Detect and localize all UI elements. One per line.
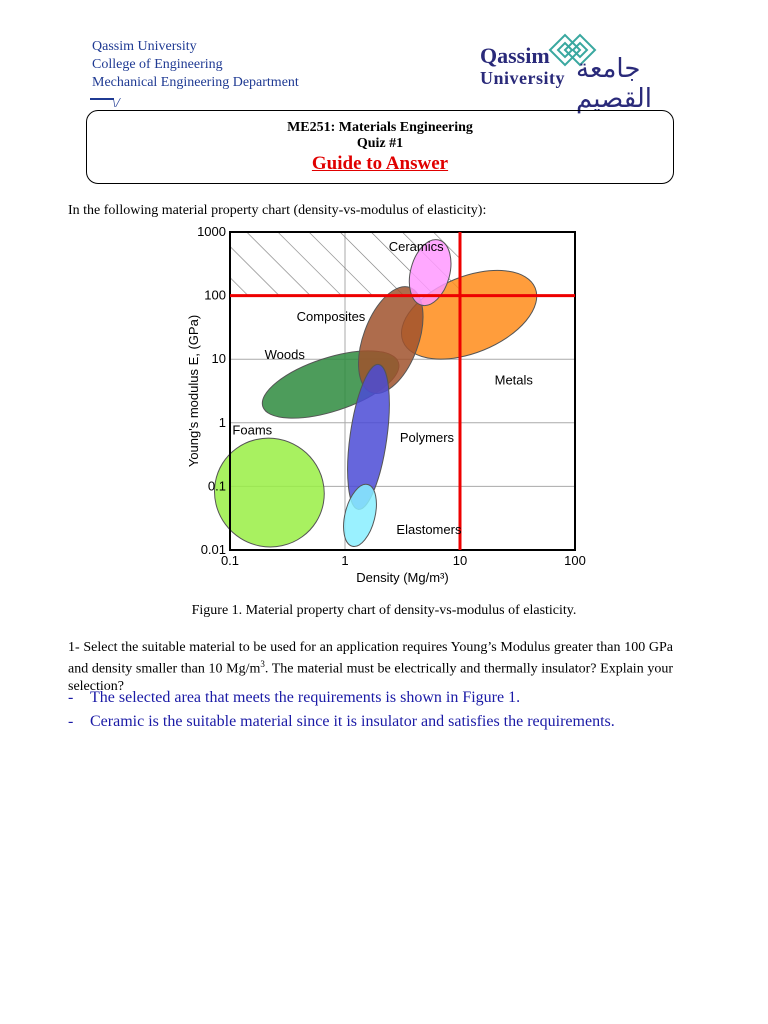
x-tick-label: 0.1 bbox=[220, 553, 240, 568]
qassim-university-logo bbox=[480, 30, 670, 114]
y-tick-label: 1000 bbox=[197, 224, 226, 239]
question-text-1: 1- Select the suitable material to be used for an application requires Young’s Modulus greater than 100 GPa and density smaller than 10 Mg/m bbox=[68, 640, 673, 677]
region-label-woods: Woods bbox=[264, 347, 305, 363]
y-axis-label: Young's modulus E, (GPa) bbox=[186, 314, 201, 468]
region-label-foams: Foams bbox=[232, 422, 273, 438]
y-tick-label: 10 bbox=[211, 351, 226, 367]
logo-text-arabic: جامعة القصيم bbox=[576, 54, 652, 114]
logo-text-university: University bbox=[480, 68, 565, 88]
answer-2 bbox=[68, 713, 615, 731]
question-superscript: 3 bbox=[260, 659, 265, 669]
header-mark: \/ bbox=[112, 96, 120, 111]
x-axis-label: Density (Mg/m³) bbox=[356, 570, 449, 585]
answer-marker: - bbox=[68, 689, 74, 706]
question-1 bbox=[68, 639, 673, 695]
region-label-ceramics: Ceramics bbox=[388, 239, 444, 255]
region-label-metals: Metals bbox=[494, 372, 533, 388]
question-text-2: . The material must be electrically and thermally insulator? Explain your selection? bbox=[68, 661, 673, 694]
y-tick-label: 0.01 bbox=[200, 542, 226, 557]
region-label-elastomers: Elastomers bbox=[396, 521, 462, 537]
y-tick-label: 1 bbox=[218, 414, 226, 430]
region-elastomers bbox=[338, 481, 382, 550]
intro-text: In the following material property chart (density-vs-modulus of elasticity): bbox=[68, 203, 487, 218]
answer-1 bbox=[68, 689, 520, 707]
y-tick-label: 100 bbox=[204, 287, 226, 303]
material-property-chart bbox=[172, 220, 612, 590]
department-name: Mechanical Engineering Department bbox=[92, 75, 299, 90]
answer-text-1: The selected area that meets the requirements is shown in Figure 1. bbox=[90, 689, 521, 706]
header-divider bbox=[90, 98, 114, 100]
college-name: College of Engineering bbox=[92, 57, 223, 72]
figure-caption: Figure 1. Material property chart of density-vs-modulus of elasticity. bbox=[191, 603, 577, 618]
answer-marker: - bbox=[68, 713, 74, 730]
university-info bbox=[92, 38, 299, 92]
x-tick-label: 100 bbox=[564, 553, 586, 568]
x-tick-label: 1 bbox=[341, 553, 349, 568]
title-box bbox=[86, 110, 674, 184]
course-title: ME251: Materials Engineering bbox=[287, 120, 473, 135]
guide-title: Guide to Answer bbox=[311, 153, 449, 174]
y-tick-label: 0.1 bbox=[207, 478, 226, 494]
quiz-title: Quiz #1 bbox=[356, 136, 404, 151]
university-name: Qassim University bbox=[92, 39, 197, 54]
logo-text-qassim: Qassim bbox=[480, 43, 550, 68]
region-label-polymers: Polymers bbox=[399, 429, 455, 445]
answer-text-2: Ceramic is the suitable material since it is insulator and satisfies the requirements. bbox=[90, 713, 615, 730]
region-label-composites: Composites bbox=[296, 308, 366, 324]
x-tick-label: 10 bbox=[452, 553, 468, 568]
